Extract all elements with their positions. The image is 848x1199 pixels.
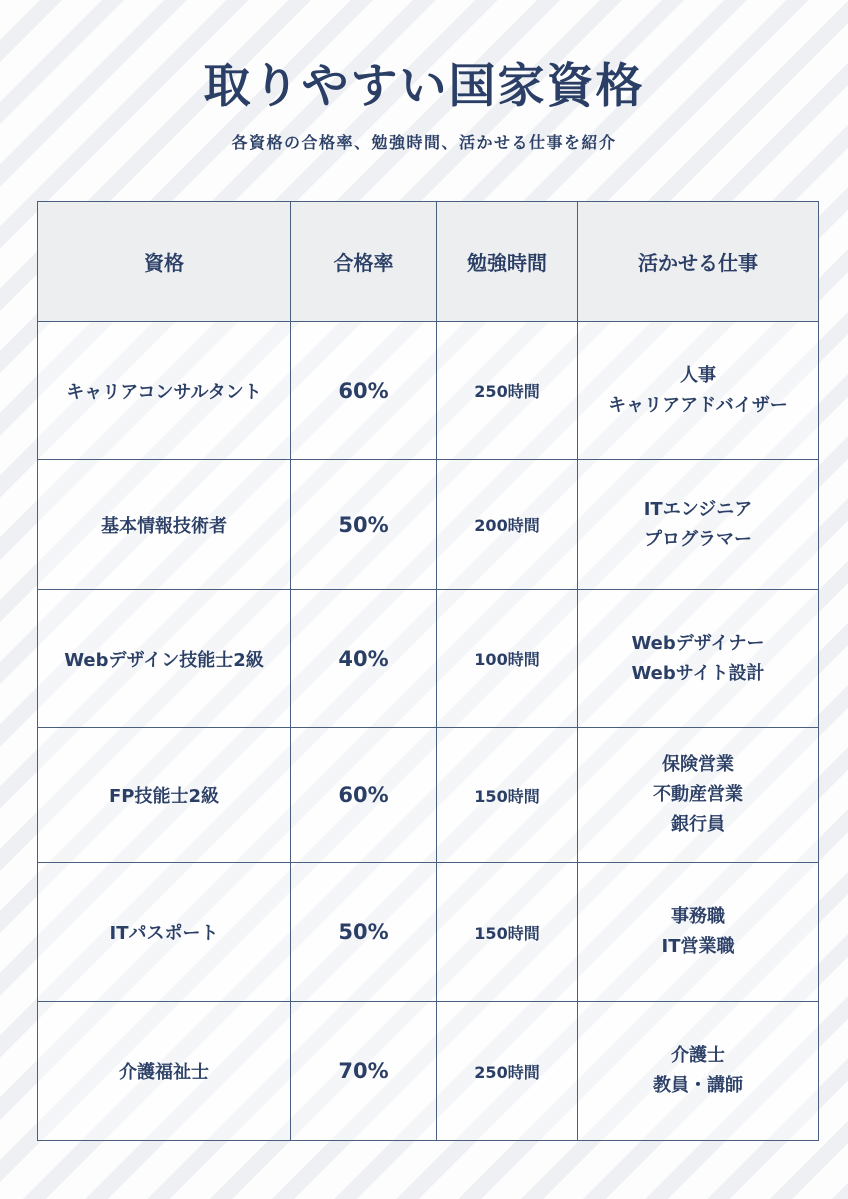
jobs-cell [578, 322, 819, 460]
page-title: 取りやすい国家資格 [203, 59, 645, 114]
pass-rate [291, 1002, 437, 1141]
jobs-cell [578, 728, 819, 863]
qualification-name: キャリアコンサルタント [38, 322, 291, 460]
job-item: Webデザイナー [631, 632, 765, 654]
job-item: 介護士 [671, 1045, 725, 1066]
pass-rate [291, 863, 437, 1002]
pass-rate [291, 322, 437, 460]
table-row [38, 322, 819, 460]
job-item: Webサイト設計 [631, 662, 765, 684]
header-jobs: 活かせる仕事 [578, 202, 819, 322]
table-row [38, 863, 819, 1002]
jobs-cell [578, 590, 819, 728]
pass-rate-value: 50% [338, 920, 389, 944]
job-item: キャリアアドバイザー [608, 394, 788, 416]
table-header-row [38, 202, 819, 322]
study-hours: 250時間 [437, 322, 578, 460]
study-hours: 100時間 [437, 590, 578, 728]
header-qualification: 資格 [38, 202, 291, 322]
qualification-name: FP技能士2級 [38, 728, 291, 863]
pass-rate [291, 590, 437, 728]
pass-rate [291, 728, 437, 863]
qualifications-table [37, 201, 819, 1141]
study-hours: 200時間 [437, 460, 578, 590]
qualification-name: 基本情報技術者 [38, 460, 291, 590]
table-row [38, 728, 819, 863]
page-subtitle: 各資格の合格率、勉強時間、活かせる仕事を紹介 [231, 133, 617, 152]
pass-rate-value: 60% [338, 783, 389, 807]
table-row [38, 460, 819, 590]
study-hours: 150時間 [437, 728, 578, 863]
job-item: 保険営業 [662, 754, 734, 775]
job-item: 教員・講師 [653, 1075, 743, 1096]
jobs-cell [578, 1002, 819, 1141]
job-item: 人事 [680, 364, 716, 386]
job-item: ITエンジニア [643, 498, 753, 520]
job-item: 不動産営業 [653, 784, 743, 805]
pass-rate-value: 40% [338, 646, 389, 671]
pass-rate-value: 50% [338, 512, 389, 537]
study-hours: 250時間 [437, 1002, 578, 1141]
qualification-name: Webデザイン技能士2級 [38, 590, 291, 728]
header-pass-rate: 合格率 [291, 202, 437, 322]
table-row [38, 590, 819, 728]
job-item: IT営業職 [661, 936, 735, 957]
jobs-cell [578, 460, 819, 590]
job-item: 事務職 [671, 906, 725, 927]
pass-rate-value: 70% [338, 1059, 389, 1083]
jobs-cell [578, 863, 819, 1002]
header-study-time: 勉強時間 [437, 202, 578, 322]
qualification-name: ITパスポート [38, 863, 291, 1002]
job-item: プログラマー [644, 528, 752, 550]
table-row [38, 1002, 819, 1141]
study-hours: 150時間 [437, 863, 578, 1002]
qualification-name: 介護福祉士 [38, 1002, 291, 1141]
job-item: 銀行員 [671, 814, 725, 835]
pass-rate [291, 460, 437, 590]
pass-rate-value: 60% [338, 378, 389, 403]
